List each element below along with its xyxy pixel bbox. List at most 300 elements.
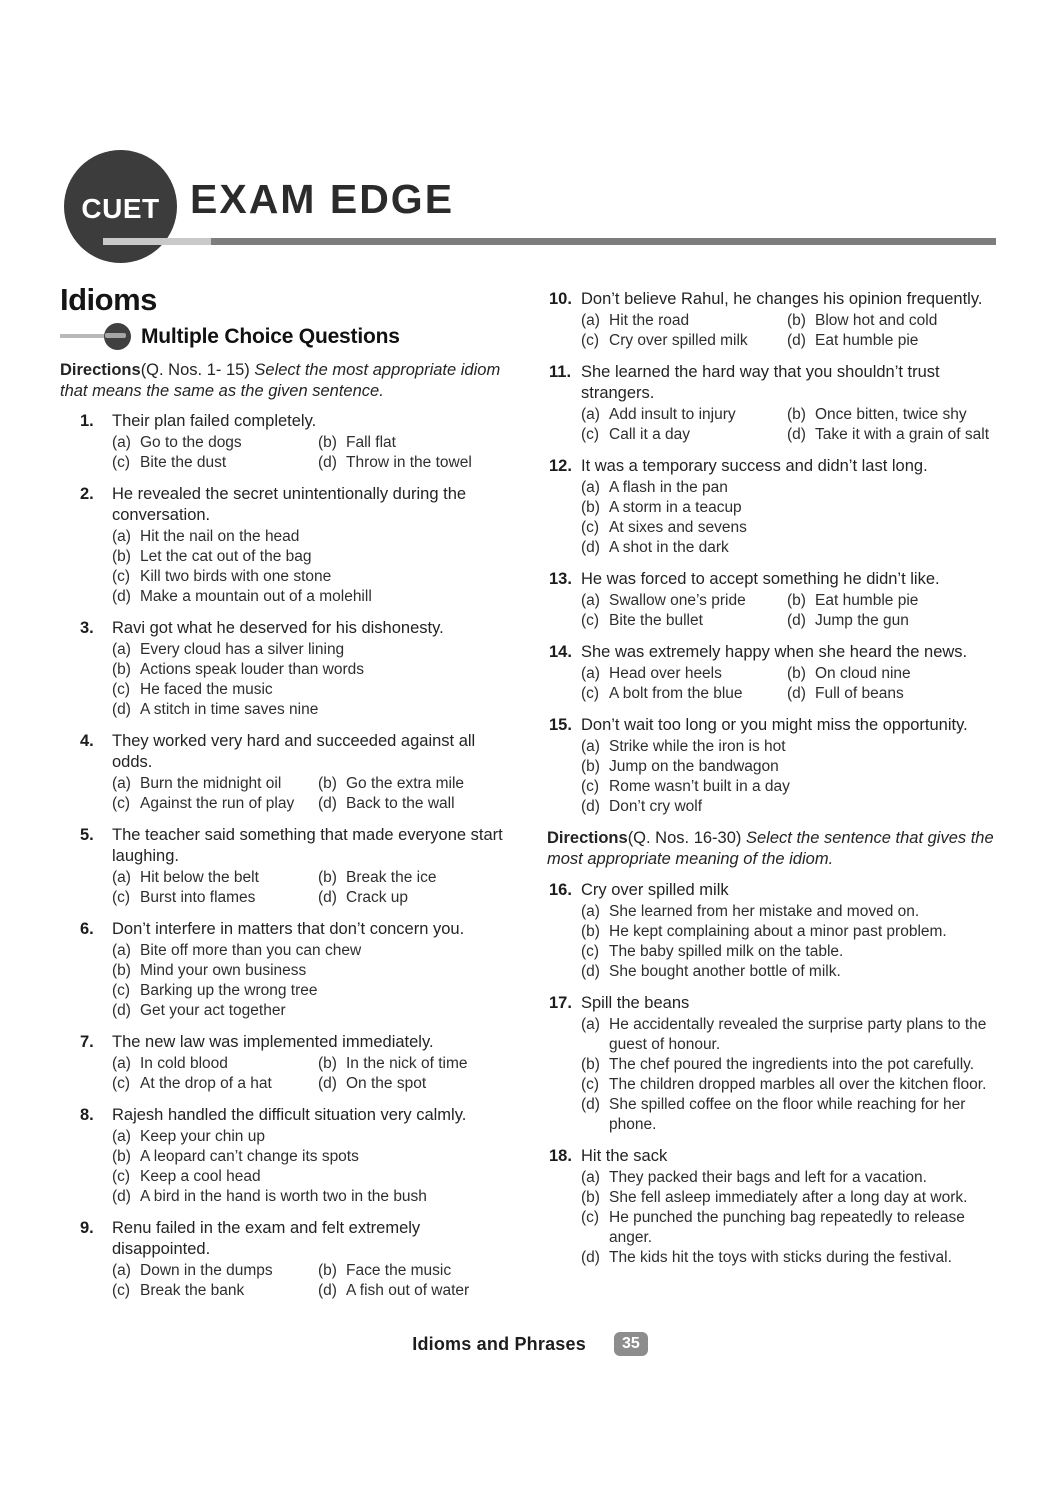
option-label: (c) <box>112 681 131 698</box>
option-b <box>581 1055 1000 1075</box>
option-b <box>581 757 1000 777</box>
option-b <box>318 1261 520 1281</box>
question-text: It was a temporary success and didn’t last long. <box>581 457 928 475</box>
question-row <box>80 484 520 526</box>
option-d <box>787 684 1000 704</box>
options <box>112 640 520 720</box>
options <box>112 941 520 1021</box>
question-18 <box>549 1146 1000 1268</box>
option-text: Cry over spilled milk <box>609 332 748 349</box>
option-text: Get your act together <box>140 1002 286 1019</box>
question-17 <box>549 993 1000 1135</box>
options <box>112 868 520 908</box>
option-label: (b) <box>581 499 600 516</box>
option-text: Break the ice <box>346 869 437 886</box>
option-label: (a) <box>581 738 600 755</box>
option-label: (a) <box>581 312 600 329</box>
question-number: 9. <box>80 1219 94 1237</box>
option-label: (a) <box>112 775 131 792</box>
options <box>581 1015 1000 1135</box>
option-label: (c) <box>112 795 131 812</box>
option-text: Swallow one’s pride <box>609 592 746 609</box>
question-11 <box>549 362 1000 445</box>
option-a <box>112 1054 312 1074</box>
question-row <box>80 825 520 867</box>
option-c <box>112 981 520 1001</box>
left-column <box>60 283 520 1312</box>
option-text: He accidentally revealed the surprise party plans to the guest of honour. <box>609 1016 987 1053</box>
question-number: 12. <box>549 457 572 475</box>
options <box>112 1261 520 1301</box>
question-1 <box>80 411 520 473</box>
option-d <box>318 888 520 908</box>
option-c <box>581 1208 1000 1248</box>
option-d <box>581 1248 1000 1268</box>
option-label: (a) <box>581 406 600 423</box>
question-4 <box>80 731 520 814</box>
option-text: Keep a cool head <box>140 1168 261 1185</box>
question-text: The new law was implemented immediately. <box>112 1033 434 1051</box>
question-3 <box>80 618 520 720</box>
question-text: Don’t believe Rahul, he changes his opinion frequently. <box>581 290 983 308</box>
option-b <box>112 1147 520 1167</box>
option-b <box>581 498 1000 518</box>
question-number: 2. <box>80 485 94 503</box>
question-number: 16. <box>549 881 572 899</box>
option-label: (c) <box>581 685 600 702</box>
option-label: (c) <box>581 1076 600 1093</box>
option-label: (c) <box>581 519 600 536</box>
question-text: She was extremely happy when she heard the news. <box>581 643 968 661</box>
question-2 <box>80 484 520 607</box>
option-text: She fell asleep immediately after a long day at work. <box>609 1189 968 1206</box>
question-text: The teacher said something that made everyone start laughing. <box>112 826 503 865</box>
question-row <box>549 1146 1000 1167</box>
option-label: (d) <box>318 795 337 812</box>
question-number: 5. <box>80 826 94 844</box>
header-rule <box>103 238 996 245</box>
content-columns <box>60 283 1000 1312</box>
option-c <box>581 684 781 704</box>
option-text: Let the cat out of the bag <box>140 548 312 565</box>
option-text: Throw in the towel <box>346 454 472 471</box>
option-label: (a) <box>581 1169 600 1186</box>
option-a <box>112 1127 520 1147</box>
option-a <box>581 1168 1000 1188</box>
option-d <box>581 962 1000 982</box>
option-c <box>581 331 781 351</box>
option-a <box>581 405 781 425</box>
header-rule-dark-segment <box>211 238 996 245</box>
option-d <box>581 1095 1000 1135</box>
question-13 <box>549 569 1000 631</box>
option-c <box>112 794 312 814</box>
option-b <box>112 660 520 680</box>
option-a <box>581 737 1000 757</box>
option-text: Burn the midnight oil <box>140 775 282 792</box>
option-label: (d) <box>112 588 131 605</box>
option-label: (a) <box>581 903 600 920</box>
option-label: (c) <box>581 612 600 629</box>
question-row <box>549 456 1000 477</box>
option-text: Call it a day <box>609 426 690 443</box>
page-footer <box>0 1332 1060 1356</box>
option-label: (b) <box>112 962 131 979</box>
question-number: 11. <box>549 363 572 381</box>
option-label: (b) <box>787 665 806 682</box>
option-text: Hit the nail on the head <box>140 528 300 545</box>
option-text: He punched the punching bag repeatedly to release anger. <box>609 1209 965 1246</box>
option-d <box>112 587 520 607</box>
option-c <box>581 518 1000 538</box>
option-label: (a) <box>112 641 131 658</box>
options <box>112 1127 520 1207</box>
question-6 <box>80 919 520 1021</box>
option-text: Crack up <box>346 889 409 906</box>
option-text: Actions speak louder than words <box>140 661 365 678</box>
question-text: They worked very hard and succeeded against all odds. <box>112 732 476 771</box>
option-c <box>112 1281 312 1301</box>
question-number: 17. <box>549 994 572 1012</box>
question-text: He was forced to accept something he didn’t like. <box>581 570 940 588</box>
options <box>581 737 1000 817</box>
option-label: (d) <box>787 612 806 629</box>
question-number: 8. <box>80 1106 94 1124</box>
question-row <box>549 993 1000 1014</box>
option-a <box>112 433 312 453</box>
option-text: Rome wasn’t built in a day <box>609 778 790 795</box>
option-text: Fall flat <box>346 434 396 451</box>
mcq-title: Multiple Choice Questions <box>141 324 400 348</box>
option-d <box>112 700 520 720</box>
option-b <box>318 774 520 794</box>
question-row <box>549 569 1000 590</box>
option-c <box>581 1075 1000 1095</box>
option-label: (d) <box>112 1002 131 1019</box>
option-label: (c) <box>112 1282 131 1299</box>
option-label: (a) <box>581 479 600 496</box>
questions-16-18 <box>547 880 1000 1268</box>
option-d <box>318 453 520 473</box>
option-b <box>787 311 1000 331</box>
option-text: Full of beans <box>815 685 904 702</box>
option-d <box>318 794 520 814</box>
option-c <box>581 942 1000 962</box>
cuet-logo-text: CUET <box>81 192 160 224</box>
option-label: (d) <box>787 332 806 349</box>
option-text: Face the music <box>346 1262 452 1279</box>
option-a <box>581 1015 1000 1055</box>
question-row <box>80 1218 520 1260</box>
question-14 <box>549 642 1000 704</box>
options <box>581 1168 1000 1268</box>
question-number: 6. <box>80 920 94 938</box>
question-15 <box>549 715 1000 817</box>
option-c <box>112 1167 520 1187</box>
option-text: The kids hit the toys with sticks during the festival. <box>609 1249 952 1266</box>
option-text: Take it with a grain of salt <box>815 426 990 443</box>
question-number: 13. <box>549 570 572 588</box>
option-text: Kill two birds with one stone <box>140 568 332 585</box>
option-label: (b) <box>112 1148 131 1165</box>
option-c <box>581 777 1000 797</box>
option-text: Keep your chin up <box>140 1128 265 1145</box>
options <box>581 311 1000 351</box>
directions-1 <box>60 360 520 402</box>
option-text: Go to the dogs <box>140 434 242 451</box>
directions-2-scope: (Q. Nos. 16-30) <box>627 829 742 847</box>
option-text: Break the bank <box>140 1282 245 1299</box>
section-title: Idioms <box>60 282 157 317</box>
option-text: Go the extra mile <box>346 775 465 792</box>
option-label: (a) <box>581 592 600 609</box>
option-c <box>112 453 312 473</box>
options <box>581 405 1000 445</box>
option-a <box>581 664 781 684</box>
directions-1-text: Select the most appropriate idiom that means the same as the given sentence. <box>60 361 501 400</box>
question-number: 3. <box>80 619 94 637</box>
option-label: (d) <box>318 1075 337 1092</box>
option-text: Jump on the bandwagon <box>609 758 779 775</box>
option-text: The chef poured the ingredients into the pot carefully. <box>609 1056 975 1073</box>
option-a <box>112 1261 312 1281</box>
option-text: Against the run of play <box>140 795 295 812</box>
question-8 <box>80 1105 520 1207</box>
option-text: Bite the dust <box>140 454 227 471</box>
option-label: (b) <box>581 923 600 940</box>
option-d <box>581 797 1000 817</box>
option-a <box>112 640 520 660</box>
question-text: Renu failed in the exam and felt extremely disappointed. <box>112 1219 421 1258</box>
question-text: Spill the beans <box>581 994 690 1012</box>
options <box>581 664 1000 704</box>
page-number-badge: 35 <box>614 1332 648 1356</box>
option-label: (a) <box>112 1128 131 1145</box>
option-label: (a) <box>112 434 131 451</box>
option-b <box>581 922 1000 942</box>
question-row <box>549 642 1000 663</box>
question-text: She learned the hard way that you shouldn’t trust strangers. <box>581 363 940 402</box>
option-label: (a) <box>112 942 131 959</box>
option-text: Bite off more than you can chew <box>140 942 362 959</box>
option-d <box>787 611 1000 631</box>
option-label: (d) <box>112 1188 131 1205</box>
option-label: (b) <box>581 758 600 775</box>
option-b <box>112 547 520 567</box>
question-16 <box>549 880 1000 982</box>
option-text: Once bitten, twice shy <box>815 406 967 423</box>
option-label: (a) <box>581 1016 600 1033</box>
option-label: (d) <box>318 454 337 471</box>
question-row <box>80 1105 520 1126</box>
option-label: (d) <box>581 539 600 556</box>
option-label: (c) <box>581 1209 600 1226</box>
option-label: (b) <box>318 434 337 451</box>
option-text: Back to the wall <box>346 795 455 812</box>
brand-title: EXAM EDGE <box>190 176 455 222</box>
option-text: Burst into flames <box>140 889 256 906</box>
right-column <box>547 283 1000 1312</box>
options <box>112 433 520 473</box>
option-text: A leopard can’t change its spots <box>140 1148 359 1165</box>
option-a <box>581 478 1000 498</box>
question-text: He revealed the secret unintentionally during the conversation. <box>112 485 467 524</box>
question-number: 1. <box>80 412 94 430</box>
option-label: (d) <box>112 701 131 718</box>
option-b <box>787 405 1000 425</box>
question-row <box>549 289 1000 310</box>
option-label: (b) <box>318 775 337 792</box>
option-c <box>581 611 781 631</box>
question-5 <box>80 825 520 908</box>
option-label: (a) <box>112 1262 131 1279</box>
option-text: Make a mountain out of a molehill <box>140 588 372 605</box>
option-a <box>112 527 520 547</box>
option-label: (c) <box>581 332 600 349</box>
options <box>581 591 1000 631</box>
option-label: (c) <box>112 982 131 999</box>
option-text: Head over heels <box>609 665 722 682</box>
option-text: A bird in the hand is worth two in the bush <box>140 1188 427 1205</box>
option-d <box>787 331 1000 351</box>
option-b <box>787 664 1000 684</box>
question-12 <box>549 456 1000 558</box>
icon-stem <box>60 334 108 338</box>
option-a <box>581 311 781 331</box>
question-row <box>80 919 520 940</box>
option-d <box>318 1281 520 1301</box>
option-c <box>581 425 781 445</box>
options <box>112 774 520 814</box>
option-text: Mind your own business <box>140 962 307 979</box>
bullet-target-icon <box>60 323 131 350</box>
option-text: They packed their bags and left for a vacation. <box>609 1169 927 1186</box>
option-text: He faced the music <box>140 681 273 698</box>
option-label: (d) <box>581 963 600 980</box>
option-text: She bought another bottle of milk. <box>609 963 841 980</box>
option-label: (c) <box>112 454 131 471</box>
question-text: Hit the sack <box>581 1147 668 1165</box>
option-b <box>318 868 520 888</box>
option-text: Add insult to injury <box>609 406 736 423</box>
question-number: 14. <box>549 643 572 661</box>
question-row <box>80 618 520 639</box>
option-text: At the drop of a hat <box>140 1075 272 1092</box>
option-text: Eat humble pie <box>815 332 919 349</box>
option-label: (d) <box>318 889 337 906</box>
option-a <box>112 774 312 794</box>
option-label: (b) <box>787 406 806 423</box>
directions-2-text: Select the sentence that gives the most appropriate meaning of the idiom. <box>547 829 994 868</box>
option-label: (b) <box>581 1056 600 1073</box>
question-number: 7. <box>80 1033 94 1051</box>
option-text: Hit below the belt <box>140 869 259 886</box>
option-text: Every cloud has a silver lining <box>140 641 345 658</box>
question-row <box>80 731 520 773</box>
option-label: (b) <box>318 1055 337 1072</box>
directions-1-lead: Directions <box>60 361 141 379</box>
option-text: A fish out of water <box>346 1282 470 1299</box>
option-d <box>581 538 1000 558</box>
option-a <box>112 868 312 888</box>
option-text: On cloud nine <box>815 665 911 682</box>
option-label: (c) <box>581 426 600 443</box>
option-text: Barking up the wrong tree <box>140 982 318 999</box>
option-c <box>112 680 520 700</box>
option-text: Eat humble pie <box>815 592 919 609</box>
question-number: 10. <box>549 290 572 308</box>
question-text: Their plan failed completely. <box>112 412 317 430</box>
option-label: (a) <box>581 665 600 682</box>
options <box>581 902 1000 982</box>
option-label: (c) <box>581 943 600 960</box>
option-text: A flash in the pan <box>609 479 728 496</box>
questions-10-15 <box>547 289 1000 817</box>
option-text: He kept complaining about a minor past problem. <box>609 923 947 940</box>
option-label: (d) <box>581 1249 600 1266</box>
question-7 <box>80 1032 520 1094</box>
option-b <box>787 591 1000 611</box>
icon-stripe <box>105 333 126 338</box>
question-row <box>549 715 1000 736</box>
option-text: Blow hot and cold <box>815 312 938 329</box>
option-text: In cold blood <box>140 1055 228 1072</box>
option-text: A shot in the dark <box>609 539 729 556</box>
option-label: (c) <box>112 568 131 585</box>
option-label: (b) <box>318 1262 337 1279</box>
directions-1-scope: (Q. Nos. 1- 15) <box>140 361 250 379</box>
options <box>581 478 1000 558</box>
questions-1-9 <box>60 411 520 1301</box>
option-b <box>112 961 520 981</box>
question-9 <box>80 1218 520 1301</box>
option-label: (d) <box>787 426 806 443</box>
question-text: Rajesh handled the difficult situation very calmly. <box>112 1106 467 1124</box>
mcq-header <box>60 323 520 350</box>
options <box>112 1054 520 1094</box>
question-row <box>549 880 1000 901</box>
header-rule-light-segment <box>103 238 211 245</box>
question-number: 15. <box>549 716 572 734</box>
option-text: Bite the bullet <box>609 612 703 629</box>
options <box>112 527 520 607</box>
option-b <box>318 1054 520 1074</box>
option-label: (c) <box>112 1075 131 1092</box>
option-label: (d) <box>581 1096 600 1113</box>
option-d <box>318 1074 520 1094</box>
footer-chapter-label: Idioms and Phrases <box>412 1333 586 1354</box>
option-label: (b) <box>112 548 131 565</box>
option-label: (b) <box>318 869 337 886</box>
option-text: She learned from her mistake and moved on. <box>609 903 920 920</box>
option-text: At sixes and sevens <box>609 519 747 536</box>
option-text: A bolt from the blue <box>609 685 743 702</box>
question-row <box>549 362 1000 404</box>
option-b <box>318 433 520 453</box>
question-number: 4. <box>80 732 94 750</box>
option-label: (d) <box>581 798 600 815</box>
option-label: (d) <box>787 685 806 702</box>
option-text: She spilled coffee on the floor while reaching for her phone. <box>609 1096 966 1133</box>
question-number: 18. <box>549 1147 572 1165</box>
question-text: Cry over spilled milk <box>581 881 729 899</box>
question-text: Ravi got what he deserved for his dishonesty. <box>112 619 444 637</box>
option-label: (c) <box>112 1168 131 1185</box>
option-label: (a) <box>112 528 131 545</box>
option-text: Hit the road <box>609 312 690 329</box>
directions-2 <box>547 828 1000 870</box>
option-c <box>112 567 520 587</box>
